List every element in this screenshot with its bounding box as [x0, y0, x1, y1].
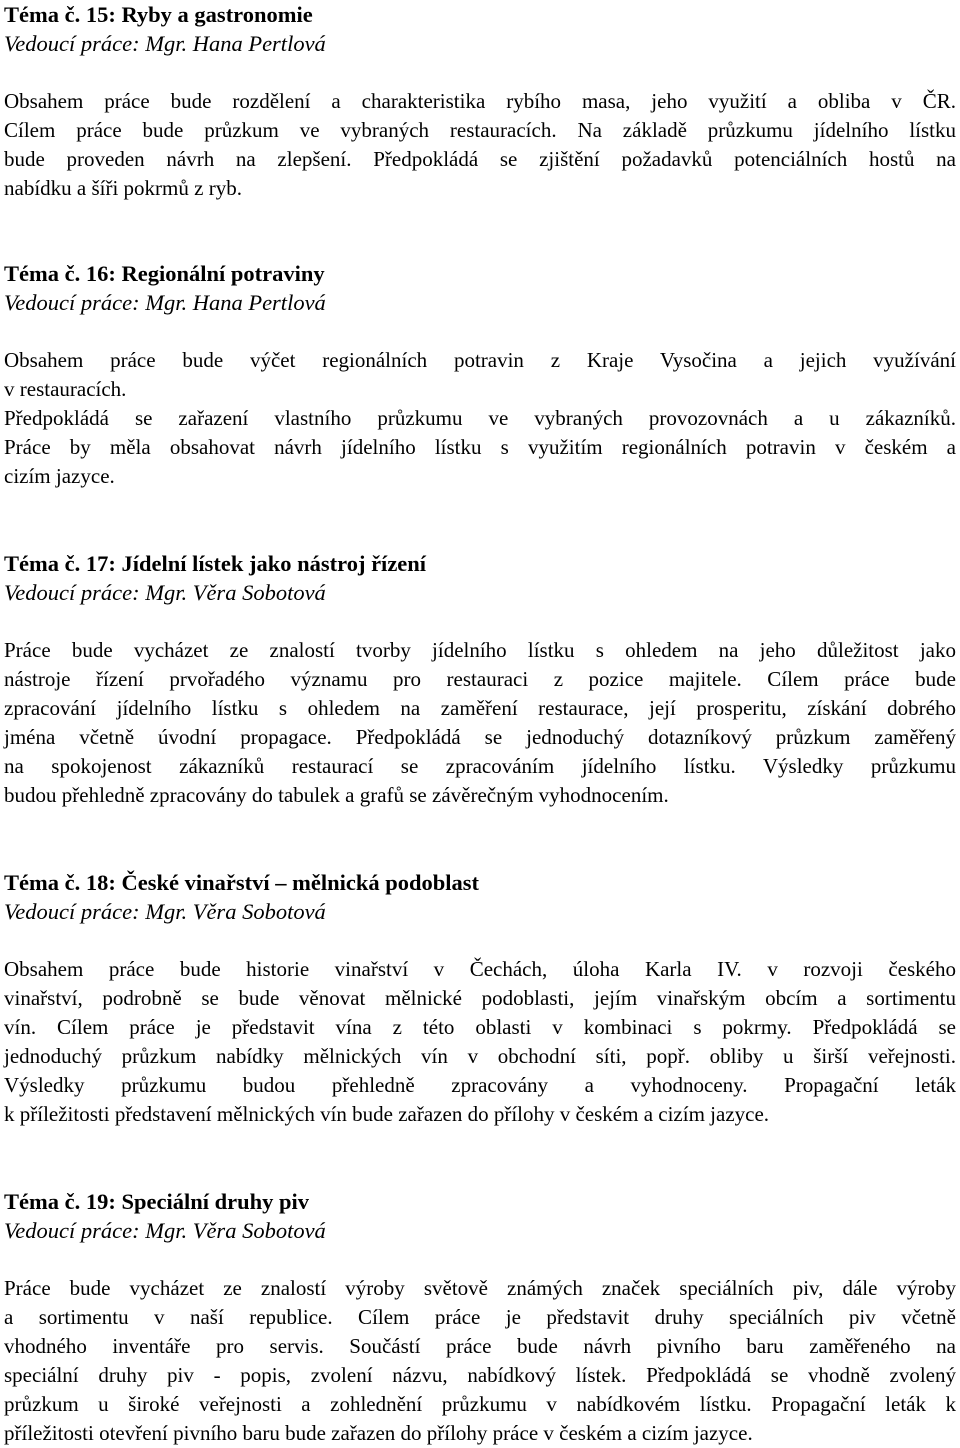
- paragraph-line: nástroje řízení prvořadého významu pro restauraci z pozice majitele. Cílem práce bude: [4, 667, 956, 691]
- paragraph-line: budou přehledně zpracovány do tabulek a grafů se závěrečným vyhodnocením.: [4, 783, 669, 807]
- topic-title: Téma č. 16: Regionální potraviny: [4, 261, 325, 286]
- paragraph-line: Práce bude vycházet ze znalostí tvorby jídelního lístku s ohledem na jeho důležitost jako: [4, 638, 956, 662]
- paragraph-line: průzkum u široké veřejnosti a zohlednění průzkumu v nabídkovém lístku. Propagační leták k: [4, 1392, 956, 1416]
- topic-title: Téma č. 18: České vinařství – mělnická podoblast: [4, 870, 479, 895]
- paragraph-line: Práce by měla obsahovat návrh jídelního lístku s využitím regionálních potravin v českém a: [4, 435, 956, 459]
- paragraph-line: Práce bude vycházet ze znalostí výroby světově známých značek speciálních piv, dále výroby: [4, 1276, 956, 1300]
- topic-supervisor: Vedoucí práce: Mgr. Hana Pertlová: [4, 290, 326, 315]
- topic-description: [4, 87, 956, 203]
- topic-description: [4, 636, 956, 810]
- paragraph-line: Obsahem práce bude výčet regionálních potravin z Kraje Vysočina a jejich využívání: [4, 348, 956, 372]
- topic-18: [4, 868, 956, 1129]
- topic-description: [4, 346, 956, 491]
- paragraph-line: Obsahem práce bude historie vinařství v Čechách, úloha Karla IV. v rozvoji českého: [4, 957, 956, 981]
- paragraph-line: Předpokládá se zařazení vlastního průzkumu ve vybraných provozovnách a u zákazníků.: [4, 406, 956, 430]
- paragraph-line: k příležitosti představení mělnických vín bude zařazen do přílohy v českém a cizím jazyce.: [4, 1102, 770, 1126]
- topic-supervisor: Vedoucí práce: Mgr. Věra Sobotová: [4, 899, 326, 924]
- paragraph-line: příležitosti otevření pivního baru bude zařazen do přílohy práce v českém a cizím jazyce.: [4, 1421, 753, 1445]
- paragraph-line: Obsahem práce bude rozdělení a charakteristika rybího masa, jeho využití a obliba v ČR.: [4, 89, 956, 113]
- paragraph-line: cizím jazyce.: [4, 464, 115, 488]
- paragraph-line: Cílem práce bude průzkum ve vybraných restauracích. Na základě průzkumu jídelního lístku: [4, 118, 956, 142]
- topic-15: [4, 0, 956, 203]
- paragraph-line: Výsledky průzkumu budou přehledně zpracovány a vyhodnoceny. Propagační leták: [4, 1073, 956, 1097]
- paragraph-line: jména včetně úvodní propagace. Předpokládá se jednoduchý dotazníkový průzkum zaměřený: [4, 725, 956, 749]
- topic-17: [4, 549, 956, 810]
- topic-16: [4, 259, 956, 491]
- topic-description: [4, 955, 956, 1129]
- paragraph-line: bude proveden návrh na zlepšení. Předpokládá se zjištění požadavků potenciálních hostů na: [4, 147, 956, 171]
- paragraph-line: vhodného inventáře pro servis. Součástí práce bude návrh pivního baru zaměřeného na: [4, 1334, 956, 1358]
- topic-title: Téma č. 19: Speciální druhy piv: [4, 1189, 310, 1214]
- topic-supervisor: Vedoucí práce: Mgr. Věra Sobotová: [4, 580, 326, 605]
- paragraph-line: nabídku a šíři pokrmů z ryb.: [4, 176, 242, 200]
- topic-19: [4, 1187, 956, 1448]
- topic-title: Téma č. 15: Ryby a gastronomie: [4, 2, 313, 27]
- paragraph-line: vín. Cílem práce je představit vína z této oblasti v kombinaci s pokrmy. Předpokládá se: [4, 1015, 956, 1039]
- paragraph-line: zpracování jídelního lístku s ohledem na zaměření restaurace, její prosperitu, získání dobrého: [4, 696, 956, 720]
- topic-supervisor: Vedoucí práce: Mgr. Hana Pertlová: [4, 31, 326, 56]
- topic-description: [4, 1274, 956, 1448]
- paragraph-line: a sortimentu v naší republice. Cílem práce je představit druhy speciálních piv včetně: [4, 1305, 956, 1329]
- paragraph-line: v restauracích.: [4, 377, 127, 401]
- topic-title: Téma č. 17: Jídelní lístek jako nástroj řízení: [4, 551, 427, 576]
- paragraph-line: vinařství, podrobně se bude věnovat mělnické podoblasti, jejím vinařským obcím a sortimentu: [4, 986, 956, 1010]
- paragraph-line: na spokojenost zákazníků restaurací se zpracováním jídelního lístku. Výsledky průzkumu: [4, 754, 956, 778]
- paragraph-line: speciální druhy piv - popis, zvolení názvu, nabídkový lístek. Předpokládá se vhodně zvolený: [4, 1363, 956, 1387]
- paragraph-line: jednoduchý průzkum nabídky mělnických vín v obchodní síti, popř. obliby u širší veřejnosti.: [4, 1044, 956, 1068]
- topic-supervisor: Vedoucí práce: Mgr. Věra Sobotová: [4, 1218, 326, 1243]
